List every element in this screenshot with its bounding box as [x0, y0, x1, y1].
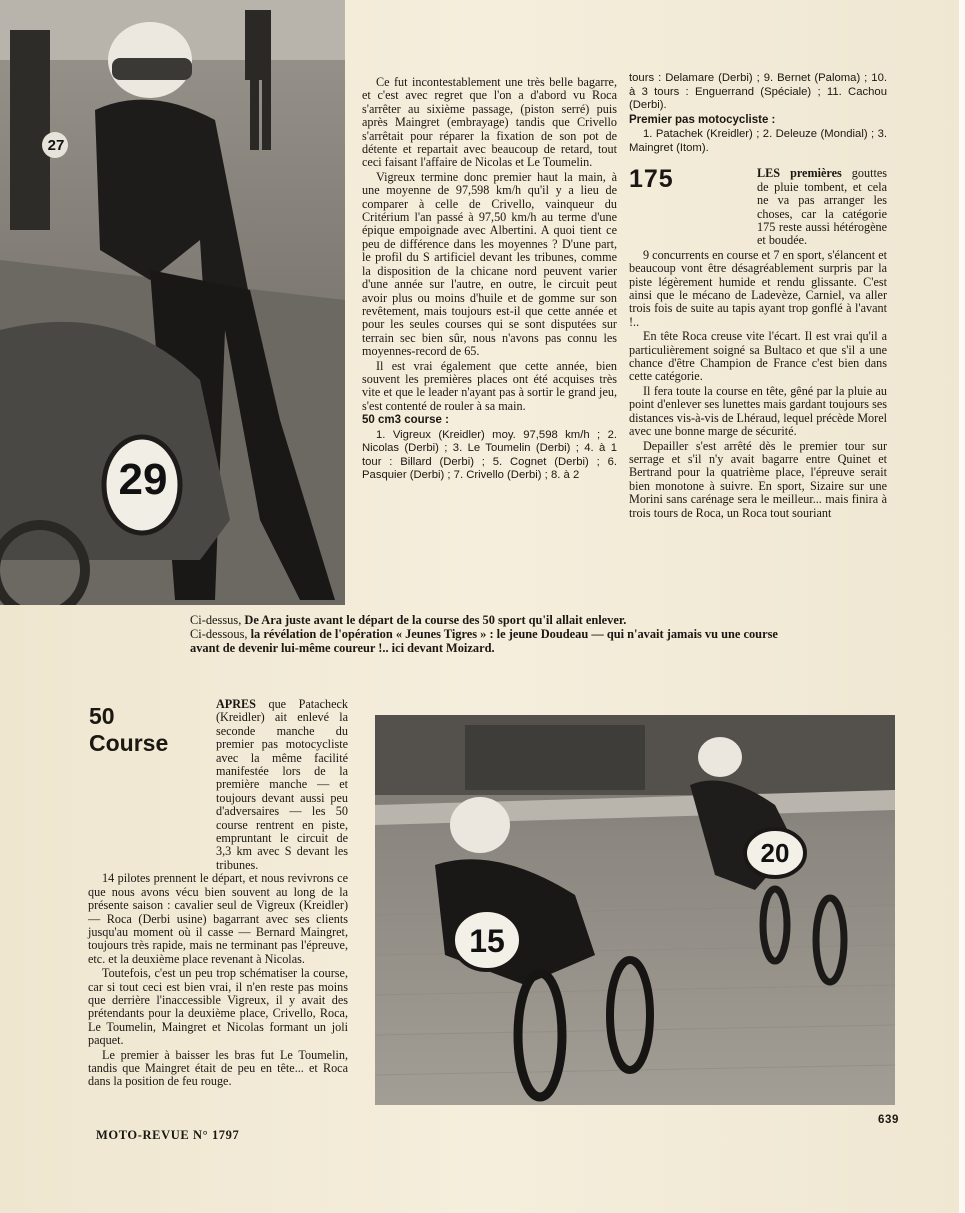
paragraph-lead [757, 167, 887, 247]
paragraph: Ce fut incontestablement une très belle bagarre, et c'est avec regret que l'on a d'abord vu Roca s'arrêter au sixième passage, (piston serré) puis après Maingret (embrayage) tandis que Crivello s'arrêtait pour réparer la fixation de son pot de détente et repartait avec beaucoup de retard, tout ceci faisant l'affaire de Nicolas et Le Toumelin. [362, 75, 617, 170]
photo-riders-15-20 [375, 715, 895, 1105]
race-number-29: 29 [118, 455, 168, 504]
results-premier-pas: 1. Patachek (Kreidler) ; 2. Deleuze (Mondial) ; 3. Maingret (Itom). [629, 128, 887, 154]
paragraph: Depailler s'est arrêté dès le premier tour sur serrage et s'il n'y avait bagarre entre Quinet et Bertrand pour la quatrième place, l'épreuve serait bien monotone à suivre. En sport, Sizaire sur une Morini sans carénage sera le meilleur... mais finira à trois tours de Roca, un Roca tout souriant [629, 438, 887, 520]
paragraph: Vigreux termine donc premier haut la main, à une moyenne de 97,598 km/h qu'il y a lieu de comparer à celle de Crivello, vainqueur du Critérium l'an passé à 97,50 km/h au terme d'une épique empoignade avec Albertini. A quoi tient ce peu de différence dans les moyennes ? D'une part, le profil du S artificiel devant les tribunes, comme la disposition de la chicane nord peuvent varier d'une année sur l'autre, en outre, le circuit peut avoir plus ou moins d'huile et de gomme sur son revêtement, mais toujours est-il que cette année et pour les seules courses qui se sont disputées sur terrain sec bien sûr, nous n'avons pas connu les moyennes-record de 65. [362, 169, 617, 359]
page-edge [959, 0, 965, 1213]
caption-text-below: la révélation de l'opération « Jeunes Tigres » : le jeune Doudeau — qui n'avait jamais vu une course avant de devenir lui-même coureur !.. ici devant Moizard. [190, 627, 778, 656]
article-column-1 [362, 76, 617, 484]
section-title-175: 175 [629, 165, 674, 194]
caption-label-below: Ci-dessous, [190, 627, 248, 642]
paragraph: En tête Roca creuse vite l'écart. Il est vrai qu'il a particulièrement soigné sa Bultaco et que s'il a une chance d'être Champion de France c'est bien dans cette catégorie. [629, 329, 887, 384]
results-heading-50cm3: 50 cm3 course : [362, 414, 449, 427]
article-column-2 [629, 72, 887, 521]
results-heading-premier-pas: Premier pas motocycliste : [629, 113, 776, 126]
paragraph: 9 concurrents en course et 7 en sport, s'élancent et beaucoup vont être désagréablement surpris par la piste légèrement humide et rendu glissante. C'est ainsi que le mécano de Ladevèze, Carniel, va aller trois fois de suite au tapis ayant trop gonflé à l'avant !.. [629, 247, 887, 329]
paragraph: Il est vrai également que cette année, bien souvent les premières places ont été acquises très vite et que le leader n'ayant pas à sortir le grand jeu, s'est contenté de rouler à sa main. [362, 358, 617, 413]
magazine-footer: MOTO-REVUE N° 1797 [96, 1128, 240, 1142]
section-title-course: Course [89, 730, 169, 756]
caption-label-above: Ci-dessus, [190, 613, 242, 627]
results-50cm3-continued: tours : Delamare (Derbi) ; 9. Bernet (Paloma) ; 10. à 3 tours : Enguerrand (Spéciale) ; 11. Cachou (Derbi). [629, 72, 887, 112]
photo-rider-29 [0, 0, 345, 605]
paragraph: Le premier à baisser les bras fut Le Toumelin, tandis que Maingret était de peu en tête... et Roca dans la position de feu rouge. [88, 1047, 348, 1089]
photo-caption [190, 613, 790, 656]
paragraph-lead [88, 698, 348, 872]
paragraph: Il fera toute la course en tête, gêné par la pluie au point d'enlever ses lunettes mais gardant toujours ses distances vis-à-vis de Lhéraud, lequel précède Morel avec une bonne marge de sécurité. [629, 383, 887, 439]
lead-text: que Patacheck (Kreidler) ait enlevé la seconde manche du premier pas motocycliste avec la même facilité manifestée lors de la première manche — et toujours devant aussi peu d'adversaires — les 50 course rentrent en piste, empruntant le circuit de 3,3 km avec S devant les tribunes. [216, 697, 348, 872]
article-column-50-course [88, 698, 348, 1090]
lead-words: LES premières [757, 166, 842, 181]
paragraph: Toutefois, c'est un peu trop schématiser la course, car si tout ceci est bien vrai, il n'en reste pas moins que derrière l'inaccessible Vigreux, il y avait des prétendants pour la deuxième place, Crivello, Roca, Le Toumelin, Maingret et Nicolas formant un joli paquet. [88, 966, 348, 1048]
results-50cm3: 1. Vigreux (Kreidler) moy. 97,598 km/h ; 2. Nicolas (Derbi) ; 3. Le Toumelin (Derbi) ; 4. à 1 tour : Billard (Derbi) ; 5. Cognet (Derbi) ; 6. Pasquier (Derbi) ; 7. Crivello (Derbi) ; 8. à 2 [362, 428, 617, 482]
page-number: 639 [878, 1114, 899, 1126]
section-title-50: 50 [89, 703, 115, 729]
caption-text-above: De Ara juste avant le départ de la course des 50 sport qu'il allait enlever. [244, 613, 627, 627]
lead-words: APRES [216, 697, 256, 711]
lead-text: gouttes de pluie tombent, et cela ne va pas arranger les choses, car la catégorie 175 reste aussi hétérogène et boudée. [757, 166, 888, 248]
race-number-20: 20 [760, 838, 790, 868]
paragraph: 14 pilotes prennent le départ, et nous revivrons ce que nous avons vécu bien souvent au long de la présente saison : cavalier seul de Vigreux (Kreidler) — Roca (Derbi usine) bagarrant avec ses clients jusqu'au moment où il casse — Bernard Maingret, toujours très rapide, mais ne terminant pas l'épreuve, etc. et la deuxième place revenant à Nicolas. [88, 871, 348, 966]
race-number-27: 27 [47, 137, 65, 154]
race-number-15: 15 [469, 923, 505, 959]
